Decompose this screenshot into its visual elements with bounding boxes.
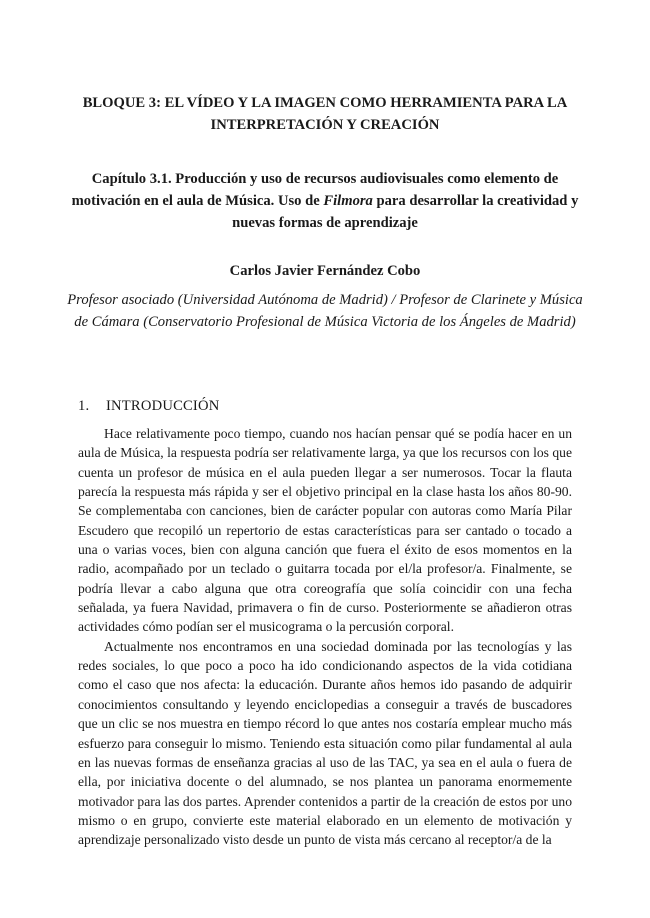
chapter-title <box>60 168 590 234</box>
section-number: 1. <box>78 398 90 414</box>
author-name: Carlos Javier Fernández Cobo <box>229 263 421 279</box>
section-body <box>78 424 572 850</box>
paragraph-2: Actualmente nos encontramos en una sociedad dominada por las tecnologías y las redes sociales, lo que poco a poco ha ido condicionando aspectos de la vida cotidiana como el caso que nos afecta: la educación. Durante años hemos ido pasando de adquirir conocimientos consultando y leyendo enciclopedias a conseguir a través de buscadores que un clic se nos muestra en tiempo récord lo que antes nos costaría emplear mucho más esfuerzo para conseguir lo mismo. Teniendo esta situación como pilar fundamental al aula en las nuevas formas de enseñanza gracias al uso de las TAC, ya sea en el aula o fuera de ella, por iniciativa docente o del alumnado, se nos plantea un panorama enormemente motivador para las dos partes. Aprender contenidos a partir de la creación de estos por uno mismo o en grupo, convierte este material elaborado en un elemento de motivación y aprendizaje personalizado visto desde un punto de vista más cercano al receptor/a de la <box>78 638 572 848</box>
chapter-title-software-name: Filmora <box>323 193 373 209</box>
block-title <box>70 92 580 136</box>
section-heading <box>78 395 219 417</box>
chapter-title-prefix: Capítulo 3.1. Producción y uso de recursos audiovisuales como elemento de motivación en el aula de Música. Uso de <box>71 171 559 209</box>
paragraph-1: Hace relativamente poco tiempo, cuando nos hacían pensar qué se podía hacer en un aula de Música, la respuesta podría ser relativamente larga, ya que los recursos con los que cuenta un profesor de música en el aula pueden llegar a ser numerosos. Tocar la flauta parecía la respuesta más rápida y ser el objetivo principal en la clase hasta los años 80-90. Se complementaba con canciones, bien de carácter popular con autoras como María Pilar Escudero que recopiló un repertorio de estas características para ser cantado o tocado a una o varias voces, bien con alguna canción que fuera el éxito de esos momentos en la radio, acompañado por un teclado o guitarra tocada por el/la profesor/a. Finalmente, se podría llevar a cabo alguna que otra coreografía que solía coincidir con una fecha señalada, ya fuera Navidad, primavera o fin de curso. Posteriormente se añadieron otras actividades cómo podían ser el musicograma o la percusión corporal. <box>78 426 572 635</box>
block-title-line-1: BLOQUE 3: EL VÍDEO Y LA IMAGEN COMO HERRAMIENTA PARA LA <box>82 95 568 111</box>
author-affiliation: Profesor asociado (Universidad Autónoma de Madrid) / Profesor de Clarinete y Música de Cámara (Conservatorio Profesional de Música Victoria de los Ángeles de Madrid) <box>67 292 583 330</box>
section-title: INTRODUCCIÓN <box>106 398 220 414</box>
block-title-line-2: INTERPRETACIÓN Y CREACIÓN <box>210 117 440 133</box>
chapter-title-suffix: para desarrollar la creatividad y nuevas formas de aprendizaje <box>232 193 579 231</box>
